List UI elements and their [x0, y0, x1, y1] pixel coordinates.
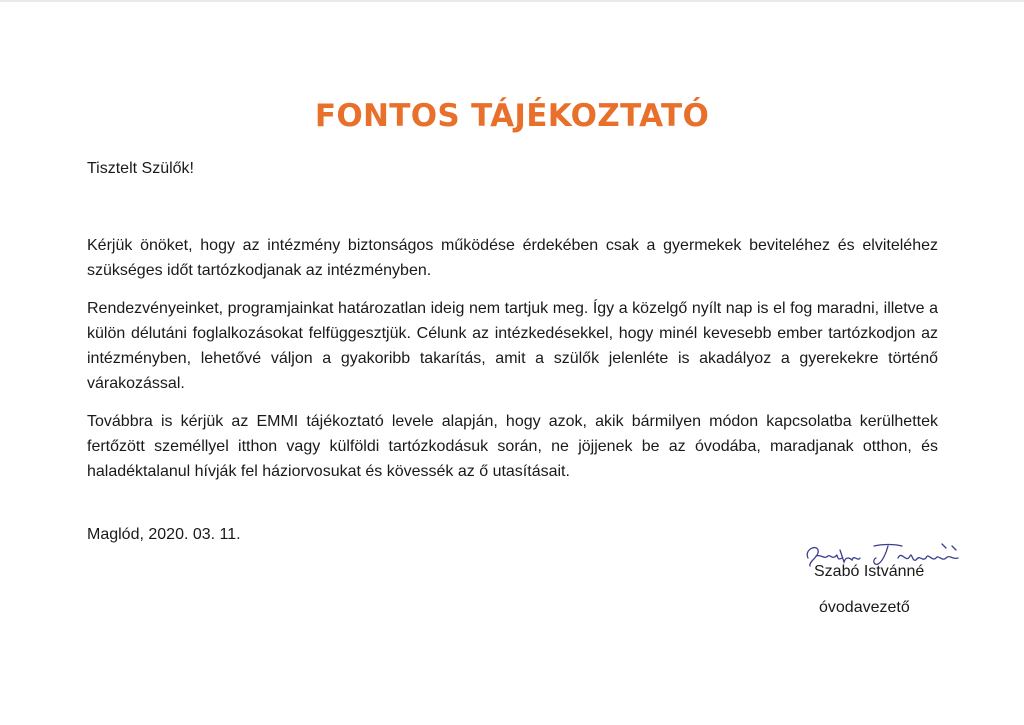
salutation: Tisztelt Szülők! — [87, 160, 194, 177]
document-title: FONTOS TÁJÉKOZTATÓ — [314, 98, 710, 134]
signer-role: óvodavezető — [819, 599, 910, 616]
page-top-edge — [0, 0, 1024, 2]
signer-name: Szabó Istvánné — [814, 563, 925, 580]
signature-block — [780, 536, 980, 626]
document-body — [87, 233, 938, 497]
place-and-date: Maglód, 2020. 03. 11. — [87, 526, 241, 543]
paragraph-3: Továbbra is kérjük az EMMI tájékoztató levele alapján, hogy azok, akik bármilyen módon kapcsolatba kerülhettek fertőzött személlyel itthon vagy külföldi tartózkodásuk során, ne jöjjenek be az óvodába, maradjanak otthon, és haladéktalanul hívják fel háziorvosukat és kövessék az ő utasításait. — [87, 413, 938, 480]
paragraph-2: Rendezvényeinket, programjainkat határozatlan ideig nem tartjuk meg. Így a közelgő nyílt nap is el fog maradni, illetve a külön délutáni foglalkozásokat felfüggesztjük. Célunk az intézkedésekkel, hogy minél kevesebb ember tartózkodjon az intézményben, lehetővé váljon a gyakoribb takarítás, amit a szülők jelenléte is akadályoz a gyerekekre történő várakozással. — [87, 300, 938, 392]
paragraph-1: Kérjük önöket, hogy az intézmény biztonságos működése érdekében csak a gyermekek beviteléhez és elviteléhez szükséges időt tartózkodjanak az intézményben. — [87, 237, 938, 279]
